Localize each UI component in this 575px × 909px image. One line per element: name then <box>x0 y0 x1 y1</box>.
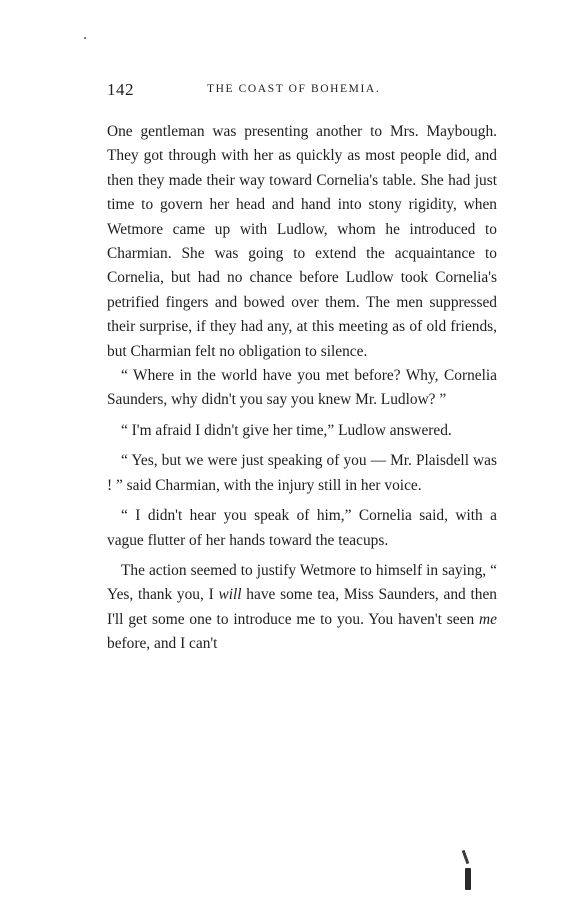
paragraph-6 <box>107 559 497 657</box>
paragraph-2-text: “ Where in the world have you met before? Why, Cornelia Saunders, why didn't you say you knew Mr. Ludlow? ” <box>107 367 497 409</box>
paragraph-1 <box>107 120 497 364</box>
paragraph-5-text: “ I didn't hear you speak of him,” Cornelia said, with a vague flutter of her hands toward the teacups. <box>107 507 497 549</box>
running-title: THE COAST OF BOHEMIA. <box>207 83 381 95</box>
paragraph-1-text: One gentleman was presenting another to Mrs. Maybough. They got through with her as quickly as most people did, and then they made their way toward Cornelia's table. She had just time to govern her head and hand into stony rigidity, when Wetmore came up with Ludlow, whom he introduced to Charmian. She was going to extend the acquaintance to Cornelia, but had no chance before Ludlow took Cornelia's petrified fingers and bowed over them. The men suppressed their surprise, if they had any, at this meeting as of old friends, but Charmian felt no obligation to silence. <box>107 123 497 360</box>
paragraph-6-emphasis-me: me <box>479 610 497 628</box>
paragraph-6-text-a: The action seemed to justify Wetmore to himself in saying, “ Yes, thank you, I <box>107 561 497 604</box>
paragraph-4 <box>107 449 497 498</box>
print-speck <box>84 37 86 39</box>
paragraph-6-text-c: before, and I can't <box>107 635 218 653</box>
paragraph-3 <box>107 419 497 443</box>
paragraph-6-emphasis-will: will <box>218 586 242 604</box>
page-number: 142 <box>107 80 134 99</box>
scan-mark-lower <box>465 868 471 890</box>
paragraph-5 <box>107 504 497 553</box>
scan-mark-upper <box>462 850 470 864</box>
running-head <box>107 80 497 102</box>
body-text <box>107 120 497 657</box>
paragraph-2 <box>107 364 497 413</box>
paragraph-6-text-b: have some tea, Miss Saunders, and then I'll get some one to introduce me to you. You haven't seen <box>107 586 497 628</box>
paragraph-4-text: “ Yes, but we were just speaking of you — Mr. Plaisdell was ! ” said Charmian, with the injury still in her voice. <box>107 452 497 494</box>
paragraph-3-text: “ I'm afraid I didn't give her time,” Ludlow answered. <box>121 421 452 439</box>
